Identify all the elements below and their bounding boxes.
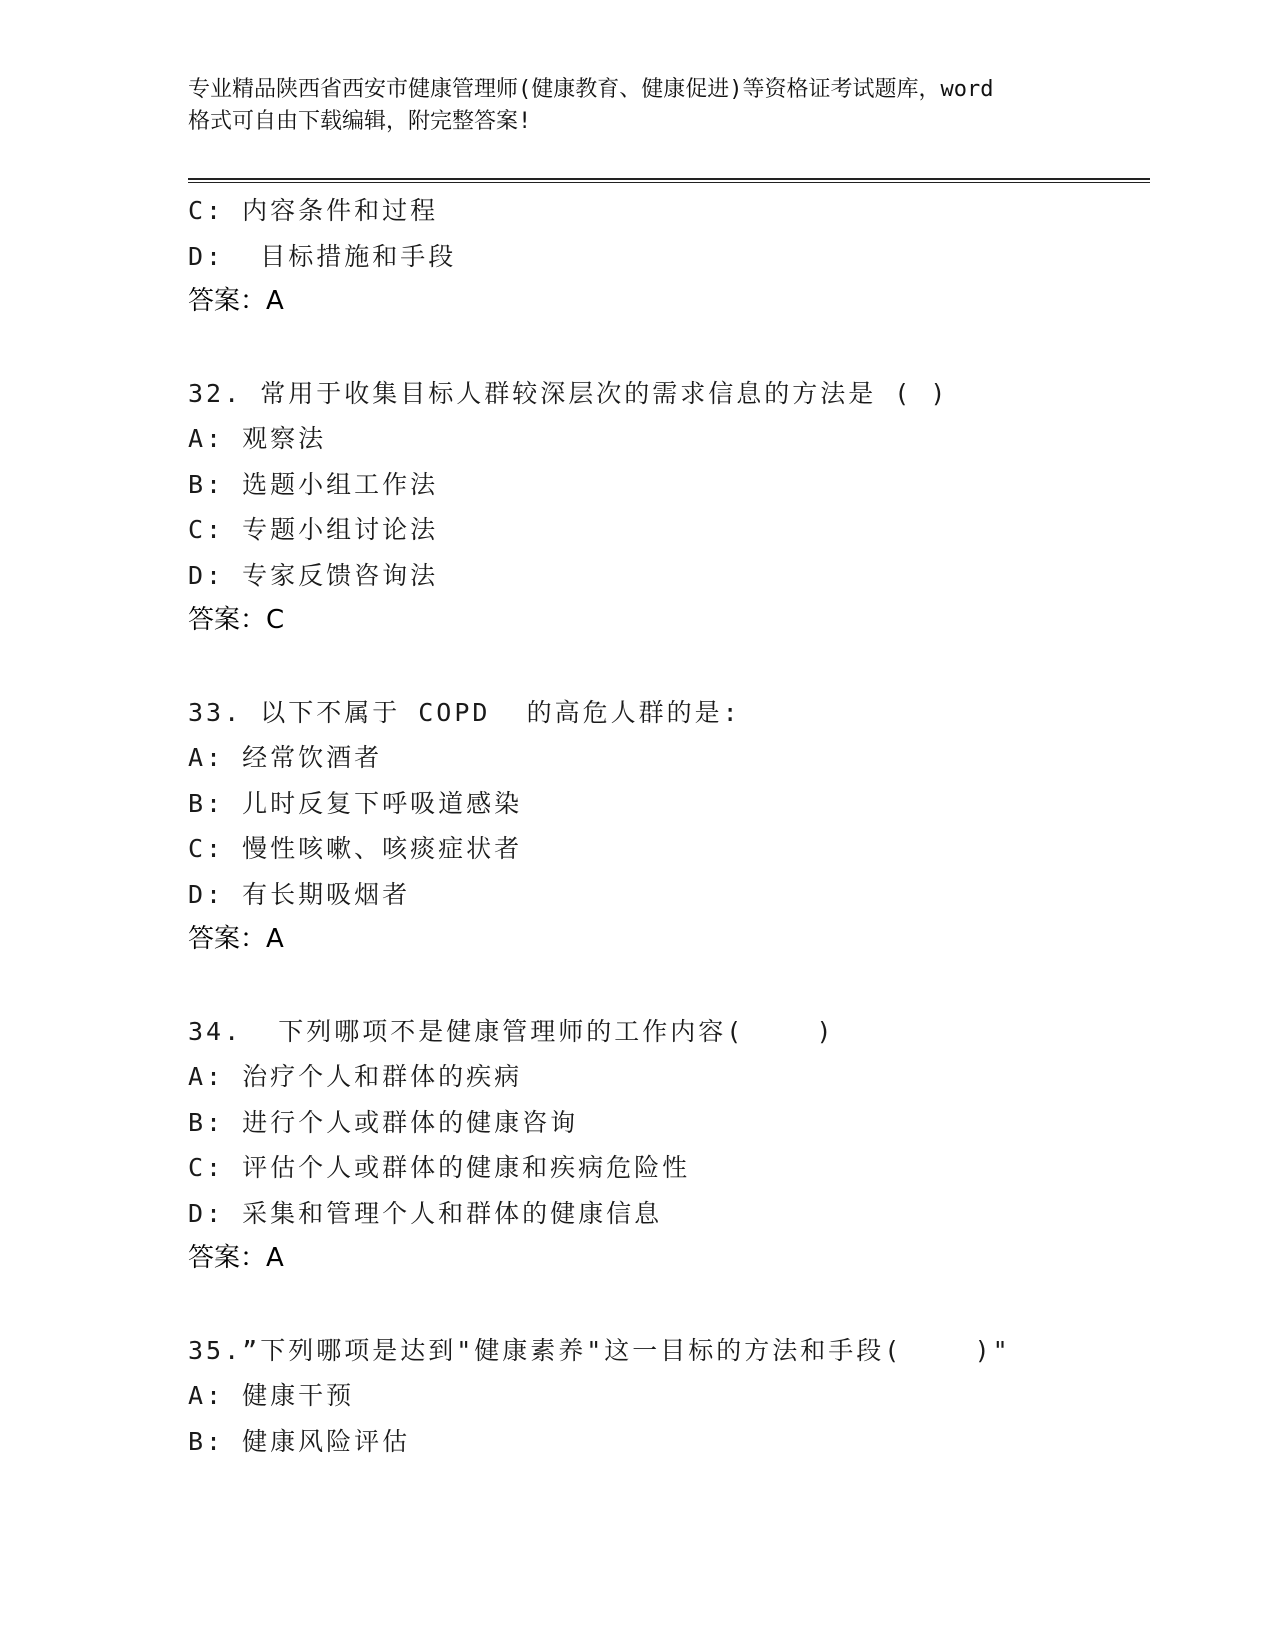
question-33 [188, 690, 1148, 963]
option-c: C: 专题小组讨论法 [188, 515, 439, 544]
option-a: A: 观察法 [188, 424, 327, 453]
spacer [188, 644, 1148, 690]
answer-line: 答案：C [188, 605, 285, 635]
question-31-fragment [188, 188, 1148, 325]
option-d: D: 目标措施和手段 [188, 241, 457, 271]
question-stem: 35.”下列哪项是达到"健康素养"这一目标的方法和手段( )" [188, 1335, 1011, 1365]
option-d: D: 采集和管理个人和群体的健康信息 [188, 1198, 663, 1228]
spacer [188, 325, 1148, 371]
option-b: B: 健康风险评估 [188, 1426, 411, 1456]
option-c: C: 内容条件和过程 [188, 196, 439, 225]
page-header [188, 74, 1088, 138]
question-32 [188, 371, 1148, 644]
answer-line: 答案：A [188, 286, 284, 316]
option-a: A: 治疗个人和群体的疾病 [188, 1062, 523, 1091]
option-b: B: 儿时反复下呼吸道感染 [188, 788, 523, 818]
question-stem: 33. 以下不属于 COPD 的高危人群的是: [188, 697, 741, 727]
question-stem: 34. 下列哪项不是健康管理师的工作内容( ) [188, 1016, 835, 1046]
answer-line: 答案：A [188, 924, 284, 954]
option-b: B: 进行个人或群体的健康咨询 [188, 1107, 579, 1137]
option-a: A: 经常饮酒者 [188, 743, 383, 772]
header-line-2: 格式可自由下载编辑，附完整答案! [188, 109, 532, 134]
question-stem: 32. 常用于收集目标人群较深层次的需求信息的方法是 ( ) [188, 378, 949, 408]
header-divider [188, 178, 1150, 183]
header-line-1: 专业精品陕西省西安市健康管理师(健康教育、健康促进)等资格证考试题库，word [188, 77, 994, 102]
spacer [188, 1282, 1148, 1328]
option-d: D: 有长期吸烟者 [188, 879, 411, 909]
option-c: C: 慢性咳嗽、咳痰症状者 [188, 834, 523, 863]
option-a: A: 健康干预 [188, 1381, 355, 1410]
option-d: D: 专家反馈咨询法 [188, 560, 439, 590]
question-35 [188, 1328, 1148, 1465]
question-34 [188, 1009, 1148, 1282]
option-c: C: 评估个人或群体的健康和疾病危险性 [188, 1153, 691, 1182]
spacer [188, 963, 1148, 1009]
answer-line: 答案：A [188, 1243, 284, 1273]
question-list [188, 188, 1148, 1464]
option-b: B: 选题小组工作法 [188, 469, 439, 499]
